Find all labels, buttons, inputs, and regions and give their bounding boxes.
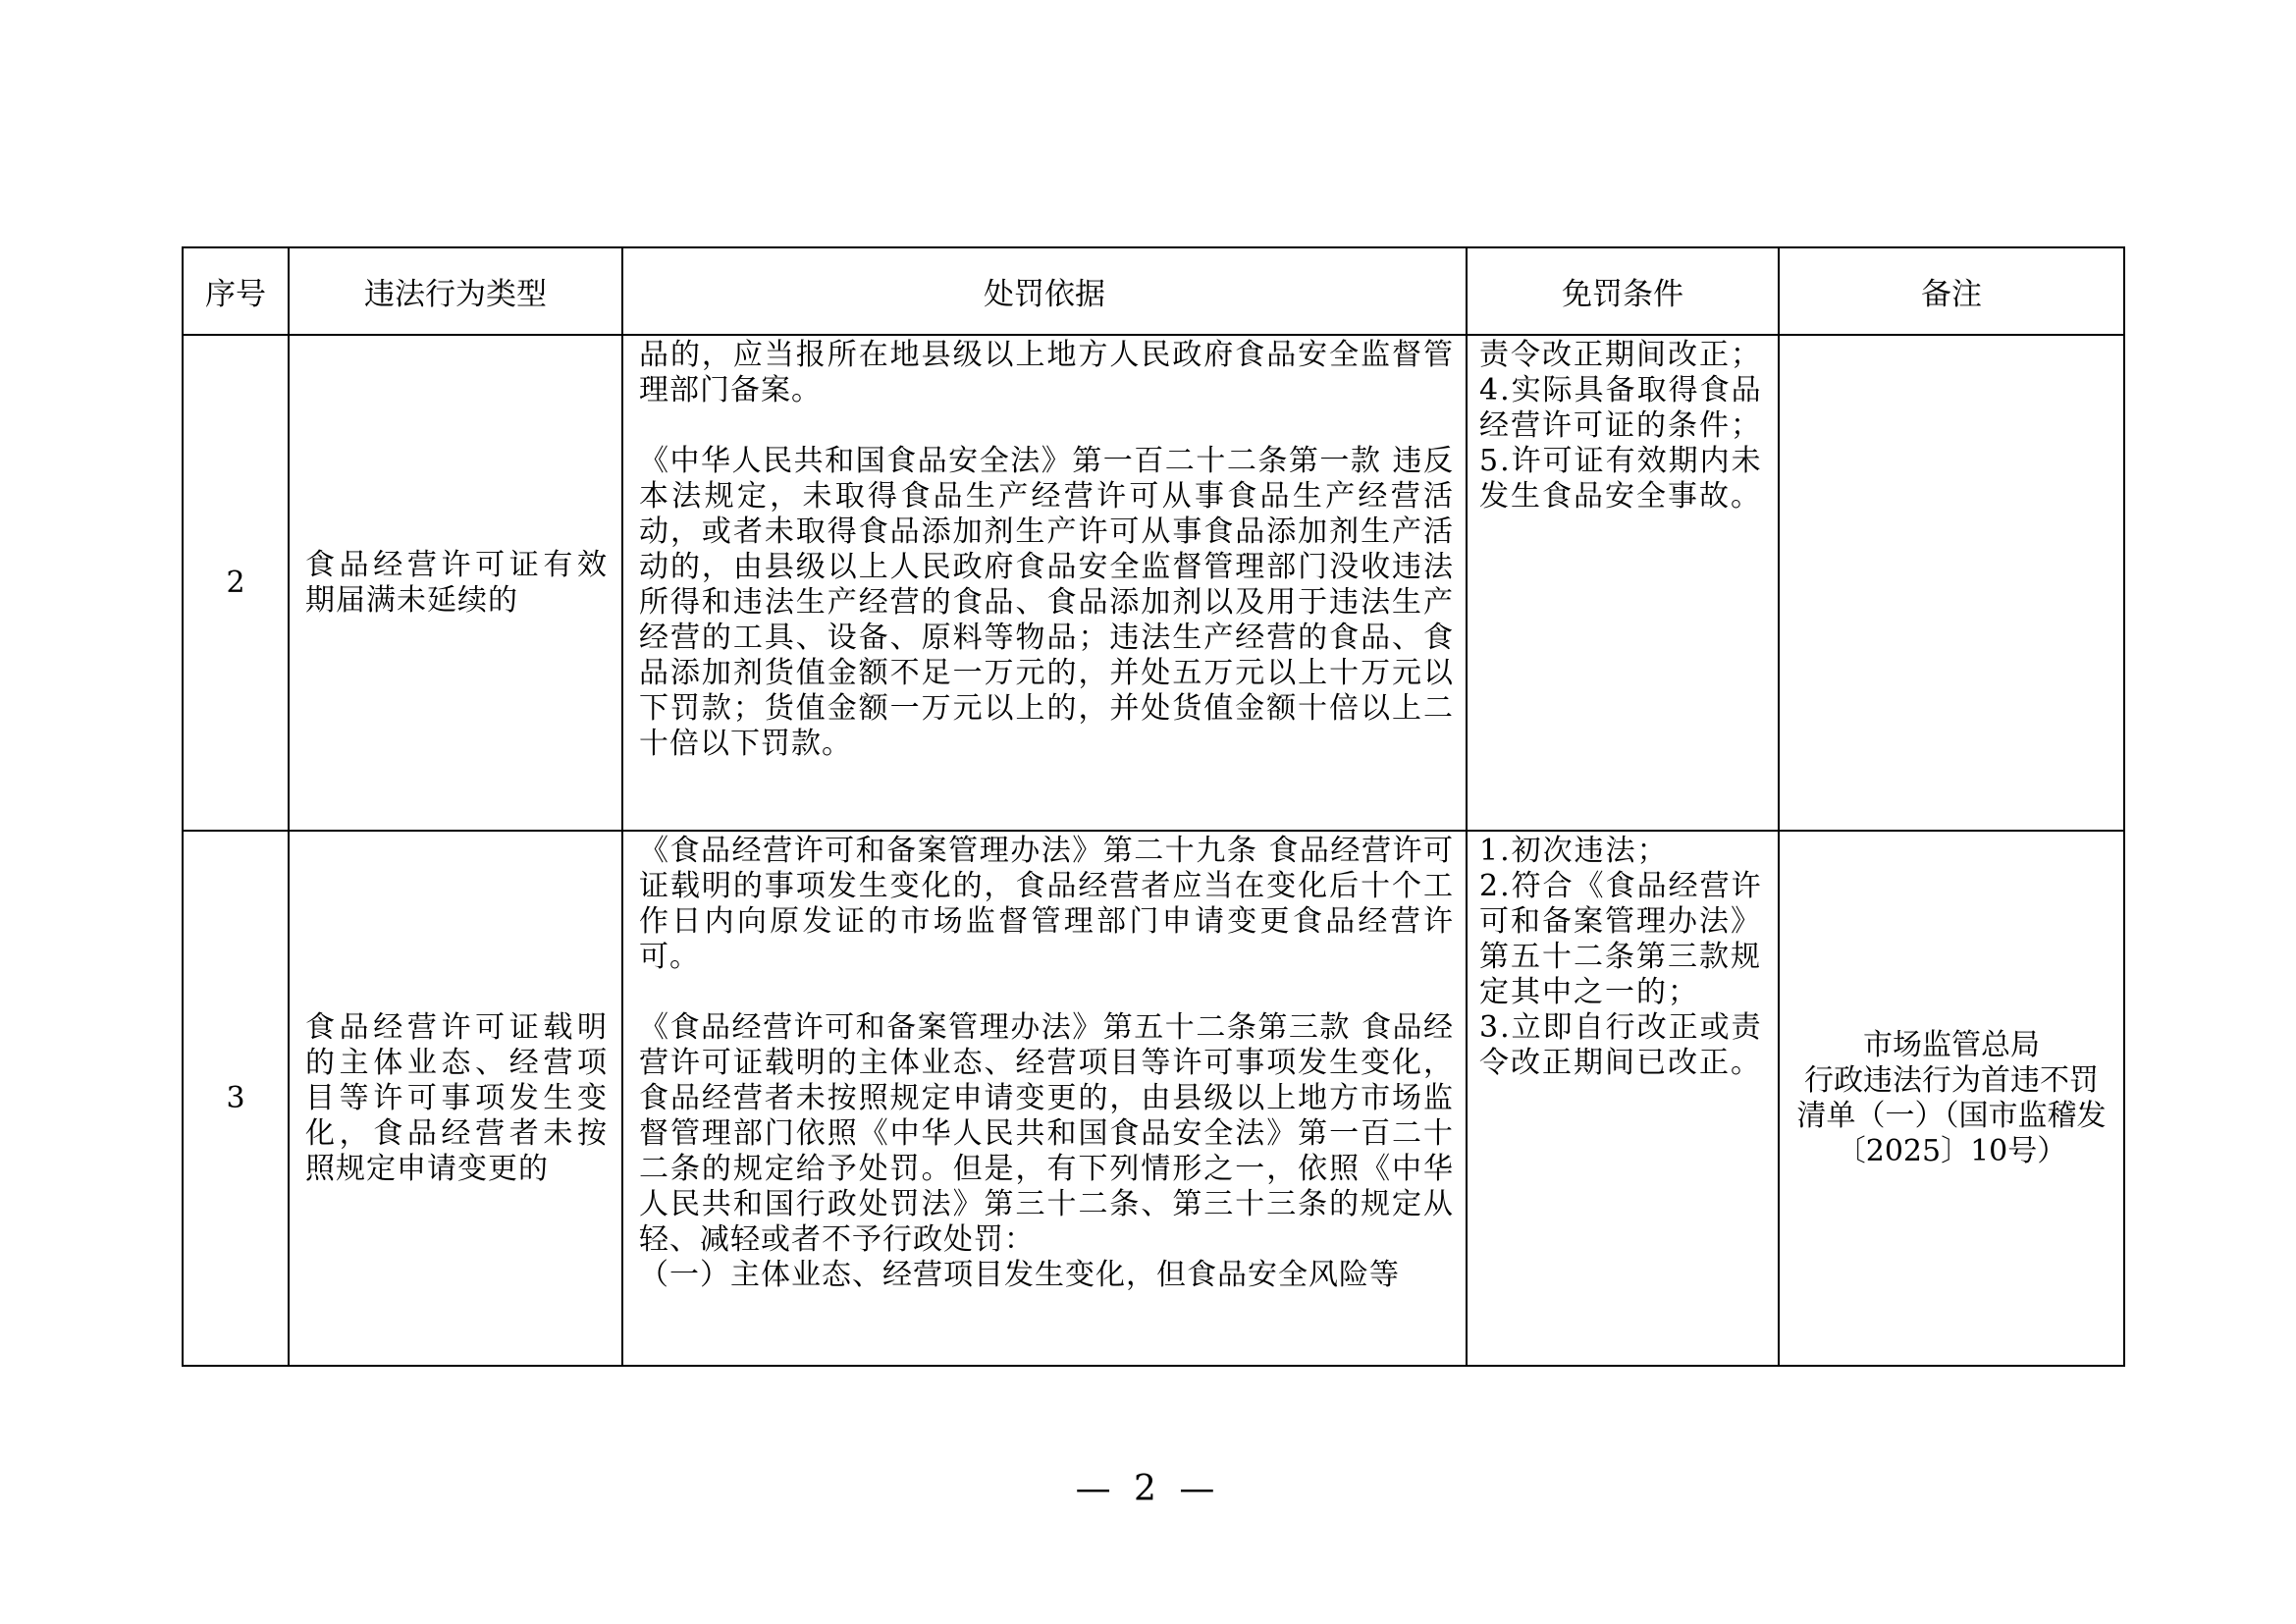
remarks-line: 市场监管总局	[1863, 1027, 2040, 1062]
table-row	[183, 831, 2124, 1366]
header-violation-type: 违法行为类型	[289, 247, 622, 335]
violation-type-cell	[289, 831, 622, 1366]
penalty-basis-cell	[622, 335, 1467, 831]
exemption-conditions-cell	[1467, 335, 1779, 831]
page-number: — 2 —	[1075, 1469, 1221, 1509]
basis-paragraph: 《食品经营许可和备案管理办法》第二十九条 食品经营许可证载明的事项发生变化的，食品经营者应当在变化后十个工作日内向原发证的市场监督管理部门申请变更食品经营许可。	[639, 834, 1454, 974]
header-penalty-basis: 处罚依据	[622, 247, 1467, 335]
header-remarks: 备注	[1779, 247, 2124, 335]
header-index: 序号	[183, 247, 289, 335]
basis-paragraph: 品的，应当报所在地县级以上地方人民政府食品安全监督管理部门备案。	[639, 338, 1454, 407]
penalty-exemption-table	[182, 246, 2125, 1367]
violation-type-cell	[289, 335, 622, 831]
exemption-conditions-text	[1468, 832, 1778, 1081]
basis-paragraph: （一）主体业态、经营项目发生变化，但食品安全风险等	[639, 1258, 1400, 1292]
condition-item: 4.实际具备取得食品经营许可证的条件；	[1479, 373, 1763, 443]
table-header-row	[183, 247, 2124, 335]
header-exemption-conditions: 免罚条件	[1467, 247, 1779, 335]
remarks-text	[1780, 1028, 2123, 1169]
exemption-conditions-cell	[1467, 831, 1779, 1366]
basis-paragraph: 《食品经营许可和备案管理办法》第五十二条第三款 食品经营许可证载明的主体业态、经营项目等许可事项发生变化，食品经营者未按照规定申请变更的，由县级以上地方市场监督管理部门依照《中华人民共和国食品安全法》第一百二十二条的规定给予处罚。但是，有下列情形之一，依照《中华人民共和国行政处罚法》第三十二条、第三十三条的规定从轻、减轻或者不予行政处罚：	[639, 1010, 1454, 1257]
table-row	[183, 335, 2124, 831]
condition-item: 5.许可证有效期内未发生食品安全事故。	[1479, 444, 1763, 514]
row-index: 3	[183, 831, 289, 1366]
remarks-cell	[1779, 831, 2124, 1366]
basis-paragraph: 《中华人民共和国食品安全法》第一百二十二条第一款 违反本法规定，未取得食品生产经营许可从事食品生产经营活动，或者未取得食品添加剂生产许可从事食品添加剂生产活动的，由县级以上人民政府食品安全监督管理部门没收违法所得和违法生产经营的食品、食品添加剂以及用于违法生产经营的工具、设备、原料等物品；违法生产经营的食品、食品添加剂货值金额不足一万元的，并处五万元以上十万元以下罚款；货值金额一万元以上的，并处货值金额十倍以上二十倍以下罚款。	[639, 444, 1454, 761]
violation-type-text: 食品经营许可证有效期届满未延续的	[305, 547, 608, 618]
penalty-basis-text	[623, 336, 1466, 762]
remarks-cell	[1779, 335, 2124, 831]
penalty-basis-cell	[622, 831, 1467, 1366]
condition-item: 3.立即自行改正或责令改正期间已改正。	[1479, 1010, 1763, 1080]
row-index: 2	[183, 335, 289, 831]
condition-item: 2.符合《食品经营许可和备案管理办法》第五十二条第三款规定其中之一的；	[1479, 869, 1763, 1009]
condition-item: 责令改正期间改正；	[1479, 338, 1762, 372]
exemption-conditions-text	[1468, 336, 1778, 514]
condition-item: 1.初次违法；	[1479, 834, 1669, 868]
violation-type-text: 食品经营许可证载明的主体业态、经营项目等许可事项发生变化，食品经营者未按照规定申请变更的	[305, 1009, 608, 1186]
remarks-line: 行政违法行为首违不罚清单（一）（国市监稽发〔2025〕10号）	[1796, 1062, 2107, 1168]
penalty-basis-text	[623, 832, 1466, 1293]
